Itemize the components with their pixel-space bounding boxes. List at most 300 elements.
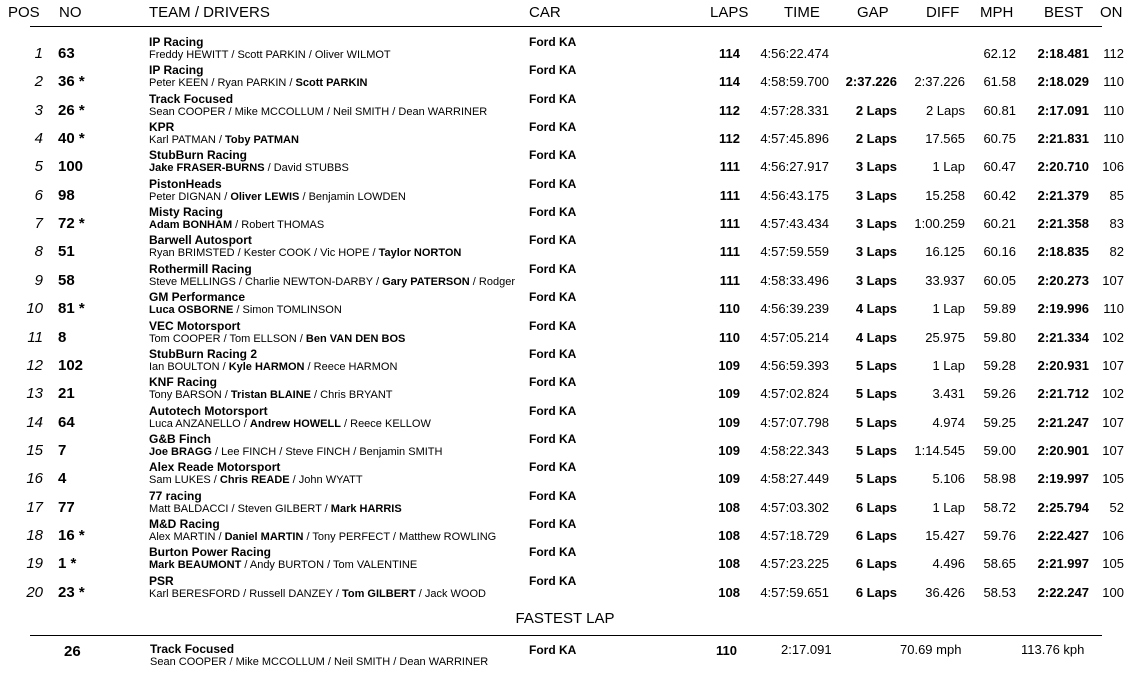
cell-drivers: Peter DIGNAN / Oliver LEWIS / Benjamin LOWDEN xyxy=(149,190,406,203)
cell-drivers: Ian BOULTON / Kyle HARMON / Reece HARMON xyxy=(149,360,398,373)
driver-name: Reece KELLOW xyxy=(350,417,431,430)
header-mph: MPH xyxy=(980,4,1014,21)
header-best: BEST xyxy=(1044,4,1084,21)
cell-no: 102 xyxy=(58,356,84,374)
header-team-drivers: TEAM / DRIVERS xyxy=(149,4,270,21)
cell-diff: 36.426 xyxy=(925,584,965,600)
cell-mph: 58.72 xyxy=(983,499,1016,515)
cell-mph: 58.53 xyxy=(983,584,1016,600)
fastest-lap-mph: 70.69 mph xyxy=(900,642,962,657)
cell-pos: 3 xyxy=(34,101,43,119)
cell-drivers: Joe BRAGG / Lee FINCH / Steve FINCH / Benjamin SMITH xyxy=(149,445,443,458)
cell-gap: 3 Laps xyxy=(855,272,897,288)
cell-laps: 108 xyxy=(718,499,740,515)
driver-name: Lee FINCH xyxy=(221,445,277,458)
driver-name: Freddy HEWITT xyxy=(149,49,229,61)
cell-on: 52 xyxy=(1109,499,1124,515)
cell-laps: 112 xyxy=(719,131,740,147)
cell-best: 2:25.794 xyxy=(1037,499,1089,515)
cell-best: 2:21.358 xyxy=(1037,216,1089,232)
cell-on: 102 xyxy=(1102,386,1124,402)
driver-name: Reece HARMON xyxy=(313,360,398,373)
cell-team: Track Focused xyxy=(149,91,234,106)
driver-name: Toby PATMAN xyxy=(225,134,299,147)
cell-pos: 7 xyxy=(34,215,43,233)
driver-name: Oliver WILMOT xyxy=(314,49,391,61)
driver-name: Steve MELLINGS xyxy=(149,275,236,288)
cell-pos: 4 xyxy=(34,130,43,148)
cell-mph: 60.16 xyxy=(983,244,1016,260)
header-car: CAR xyxy=(529,4,561,21)
cell-drivers: Peter KEEN / Ryan PARKIN / Scott PARKIN xyxy=(149,77,368,90)
result-row xyxy=(0,234,1130,262)
cell-laps: 110 xyxy=(719,301,740,317)
cell-car: Ford KA xyxy=(529,375,577,390)
cell-mph: 60.42 xyxy=(983,187,1016,203)
cell-gap: 6 Laps xyxy=(855,527,897,543)
cell-gap: 4 Laps xyxy=(855,329,897,345)
driver-name: Kester COOK xyxy=(243,247,311,260)
result-row xyxy=(0,575,1130,603)
cell-mph: 59.00 xyxy=(983,442,1016,458)
cell-mph: 61.58 xyxy=(983,74,1016,90)
cell-mph: 60.05 xyxy=(983,272,1016,288)
cell-time: 4:58:22.343 xyxy=(760,442,829,458)
cell-team: StubBurn Racing 2 xyxy=(149,346,258,361)
cell-diff: 17.565 xyxy=(925,131,965,147)
cell-gap: 5 Laps xyxy=(855,442,897,458)
header-laps: LAPS xyxy=(710,4,749,21)
driver-name: Neil SMITH xyxy=(333,105,390,118)
cell-mph: 60.81 xyxy=(983,102,1016,118)
cell-time: 4:58:27.449 xyxy=(760,471,829,487)
cell-time: 4:57:18.729 xyxy=(760,527,829,543)
cell-team: KPR xyxy=(149,120,175,135)
driver-name: Alex MARTIN xyxy=(149,530,216,543)
driver-name: Steve FINCH xyxy=(285,445,351,458)
driver-name: Matthew ROWLING xyxy=(399,530,497,543)
cell-gap: 3 Laps xyxy=(855,244,897,260)
cell-diff: 2 Laps xyxy=(925,102,965,118)
cell-laps: 110 xyxy=(719,329,740,345)
cell-pos: 20 xyxy=(26,583,43,601)
header-diff: DIFF xyxy=(926,4,960,21)
cell-laps: 108 xyxy=(718,584,740,600)
driver-name: Kyle HARMON xyxy=(228,360,305,373)
cell-team: Alex Reade Motorsport xyxy=(149,460,281,475)
cell-time: 4:57:03.302 xyxy=(760,499,829,515)
fastest-lap-divider xyxy=(30,635,1102,636)
driver-name: Adam BONHAM xyxy=(149,219,233,232)
driver-name: Ryan PARKIN xyxy=(217,77,287,90)
cell-laps: 109 xyxy=(718,357,740,373)
cell-laps: 108 xyxy=(718,527,740,543)
cell-diff: 1 Lap xyxy=(932,357,965,373)
cell-best: 2:21.247 xyxy=(1037,414,1089,430)
driver-name: Mark HARRIS xyxy=(330,502,402,515)
cell-pos: 10 xyxy=(26,300,43,318)
result-row xyxy=(0,93,1130,121)
cell-best: 2:22.427 xyxy=(1037,527,1089,543)
cell-car: Ford KA xyxy=(529,545,577,560)
cell-time: 4:56:22.474 xyxy=(760,46,829,61)
cell-laps: 109 xyxy=(718,386,740,402)
cell-on: 107 xyxy=(1102,272,1124,288)
driver-name: Andrew HOWELL xyxy=(249,417,341,430)
driver-name: Tom ELLSON xyxy=(229,332,297,345)
cell-drivers: Freddy HEWITT / Scott PARKIN / Oliver WILMOT xyxy=(149,49,391,61)
cell-pos: 16 xyxy=(26,470,43,488)
driver-name: Tristan BLAINE xyxy=(230,389,311,402)
cell-pos: 19 xyxy=(26,555,43,573)
cell-drivers: Tom COOPER / Tom ELLSON / Ben VAN DEN BOS xyxy=(149,332,406,345)
cell-gap: 5 Laps xyxy=(855,386,897,402)
driver-name: John WYATT xyxy=(298,474,363,487)
driver-name: Peter KEEN xyxy=(149,77,209,90)
driver-name: Tony PERFECT xyxy=(312,530,390,543)
cell-laps: 111 xyxy=(719,187,740,203)
driver-name: Steven GILBERT xyxy=(237,502,322,515)
cell-team: IP Racing xyxy=(149,35,204,49)
cell-team: Autotech Motorsport xyxy=(149,403,268,418)
driver-name: Ryan BRIMSTED xyxy=(149,247,235,260)
cell-time: 4:56:39.239 xyxy=(760,301,829,317)
cell-on: 110 xyxy=(1103,102,1124,118)
header-on: ON xyxy=(1100,4,1123,21)
cell-time: 4:57:45.896 xyxy=(760,131,829,147)
cell-time: 4:56:59.393 xyxy=(760,357,829,373)
cell-no: 98 xyxy=(58,186,75,204)
cell-best: 2:20.710 xyxy=(1037,159,1089,175)
cell-team: M&D Racing xyxy=(149,516,220,531)
cell-laps: 109 xyxy=(718,471,740,487)
cell-mph: 60.21 xyxy=(983,216,1016,232)
cell-best: 2:18.029 xyxy=(1037,74,1089,90)
cell-mph: 60.47 xyxy=(983,159,1016,175)
cell-no: 51 xyxy=(58,243,75,261)
cell-time: 4:58:33.496 xyxy=(760,272,829,288)
cell-time: 4:56:27.917 xyxy=(760,159,829,175)
cell-no: 7 xyxy=(58,441,67,459)
cell-diff: 1 Lap xyxy=(932,499,965,515)
header-time: TIME xyxy=(784,4,820,21)
cell-time: 4:58:59.700 xyxy=(760,74,829,90)
header-divider xyxy=(30,26,1102,27)
cell-pos: 6 xyxy=(34,186,43,204)
cell-time: 4:57:59.559 xyxy=(760,244,829,260)
cell-best: 2:19.996 xyxy=(1037,301,1089,317)
cell-best: 2:18.835 xyxy=(1037,244,1089,260)
fastest-lap-title: FASTEST LAP xyxy=(515,610,615,627)
header-pos: POS xyxy=(8,4,40,21)
driver-name: Matt BALDACCI xyxy=(149,502,229,515)
cell-drivers: Luca OSBORNE / Simon TOMLINSON xyxy=(149,304,342,317)
cell-gap: 4 Laps xyxy=(855,301,897,317)
cell-pos: 9 xyxy=(34,271,43,289)
cell-drivers: Adam BONHAM / Robert THOMAS xyxy=(149,219,325,232)
cell-no: 21 xyxy=(58,385,75,403)
cell-best: 2:21.712 xyxy=(1037,386,1089,402)
cell-no: 64 xyxy=(58,413,75,431)
driver-name: Taylor NORTON xyxy=(378,247,462,260)
cell-mph: 59.89 xyxy=(983,301,1016,317)
cell-on: 100 xyxy=(1102,584,1124,600)
driver-name: Vic HOPE xyxy=(320,247,370,260)
fastest-lap-team: Track Focused xyxy=(150,642,235,656)
cell-best: 2:21.997 xyxy=(1037,556,1089,572)
driver-name: Tom GILBERT xyxy=(341,587,416,600)
cell-diff: 1 Lap xyxy=(932,159,965,175)
cell-diff: 15.258 xyxy=(925,187,965,203)
cell-no: 26 * xyxy=(58,101,85,119)
cell-mph: 59.26 xyxy=(983,386,1016,402)
cell-team: G&B Finch xyxy=(149,431,211,446)
cell-diff: 1:14.545 xyxy=(914,442,965,458)
cell-team: Barwell Autosport xyxy=(149,233,252,248)
fastest-lap-car: Ford KA xyxy=(529,643,577,657)
cell-car: Ford KA xyxy=(529,63,577,78)
cell-car: Ford KA xyxy=(529,148,577,163)
driver-name: Ian BOULTON xyxy=(149,360,220,373)
cell-team: Burton Power Racing xyxy=(149,545,272,560)
driver-name: Scott PARKIN xyxy=(237,49,306,61)
cell-gap: 2 Laps xyxy=(855,102,897,118)
cell-mph: 60.75 xyxy=(983,131,1016,147)
cell-diff: 4.496 xyxy=(932,556,965,572)
cell-no: 72 * xyxy=(58,215,85,233)
cell-mph: 62.12 xyxy=(983,46,1016,61)
cell-gap: 2 Laps xyxy=(855,131,897,147)
cell-on: 102 xyxy=(1102,329,1124,345)
cell-car: Ford KA xyxy=(529,516,577,531)
cell-best: 2:21.379 xyxy=(1037,187,1089,203)
driver-name: Rodger xyxy=(478,275,515,288)
header-gap: GAP xyxy=(857,4,889,21)
cell-pos: 5 xyxy=(34,158,43,176)
cell-on: 105 xyxy=(1102,471,1124,487)
driver-name: Karl PATMAN xyxy=(149,134,216,147)
result-row xyxy=(0,405,1130,433)
cell-drivers: Karl PATMAN / Toby PATMAN xyxy=(149,134,299,147)
cell-on: 110 xyxy=(1103,74,1124,90)
result-row xyxy=(0,546,1130,574)
cell-no: 77 xyxy=(58,498,75,516)
driver-name: Oliver LEWIS xyxy=(230,190,300,203)
cell-no: 81 * xyxy=(58,300,85,318)
result-row xyxy=(0,291,1130,319)
cell-team: PSR xyxy=(149,573,174,588)
cell-on: 82 xyxy=(1109,244,1124,260)
fastest-lap-lap: 110 xyxy=(716,643,737,658)
driver-name: Mike MCCOLLUM xyxy=(234,105,324,118)
cell-car: Ford KA xyxy=(529,261,577,276)
driver-name: Luca OSBORNE xyxy=(149,304,234,317)
cell-drivers: Steve MELLINGS / Charlie NEWTON-DARBY / Gary PATERSON / Rodger xyxy=(149,275,515,288)
cell-diff: 15.427 xyxy=(925,527,965,543)
driver-name: Scott PARKIN xyxy=(295,77,368,90)
driver-name: Ben VAN DEN BOS xyxy=(305,332,406,345)
fastest-lap-no: 26 xyxy=(64,643,81,660)
cell-gap: 3 Laps xyxy=(855,159,897,175)
cell-on: 112 xyxy=(1103,46,1124,61)
driver-name: Peter DIGNAN xyxy=(149,190,222,203)
cell-pos: 12 xyxy=(26,356,43,374)
cell-team: VEC Motorsport xyxy=(149,318,241,333)
cell-on: 83 xyxy=(1109,216,1124,232)
cell-on: 105 xyxy=(1102,556,1124,572)
cell-drivers: Ryan BRIMSTED / Kester COOK / Vic HOPE / Taylor NORTON xyxy=(149,247,462,260)
cell-mph: 59.25 xyxy=(983,414,1016,430)
cell-mph: 58.98 xyxy=(983,471,1016,487)
cell-car: Ford KA xyxy=(529,403,577,418)
cell-best: 2:20.273 xyxy=(1037,272,1089,288)
cell-car: Ford KA xyxy=(529,460,577,475)
cell-pos: 1 xyxy=(34,45,43,62)
cell-time: 4:57:23.225 xyxy=(760,556,829,572)
cell-team: Misty Racing xyxy=(149,205,224,220)
fastest-lap-row xyxy=(0,642,1130,672)
cell-laps: 112 xyxy=(719,102,740,118)
cell-team: KNF Racing xyxy=(149,375,218,390)
result-row xyxy=(0,433,1130,461)
cell-gap: 5 Laps xyxy=(855,357,897,373)
driver-name: Tom VALENTINE xyxy=(333,559,418,572)
cell-no: 4 xyxy=(58,470,67,488)
cell-drivers: Jake FRASER-BURNS / David STUBBS xyxy=(149,162,349,175)
cell-laps: 114 xyxy=(719,74,740,90)
cell-drivers: Mark BEAUMONT / Andy BURTON / Tom VALENTINE xyxy=(149,559,418,572)
cell-time: 4:57:59.651 xyxy=(760,584,829,600)
cell-team: 77 racing xyxy=(149,488,202,503)
cell-on: 110 xyxy=(1103,131,1124,147)
cell-pos: 13 xyxy=(26,385,43,403)
result-row xyxy=(0,149,1130,177)
driver-name: Karl BERESFORD xyxy=(149,587,241,600)
cell-car: Ford KA xyxy=(529,35,577,49)
cell-no: 100 xyxy=(58,158,84,176)
driver-name: Simon TOMLINSON xyxy=(242,304,342,317)
cell-laps: 109 xyxy=(718,414,740,430)
cell-on: 106 xyxy=(1102,527,1124,543)
cell-pos: 18 xyxy=(26,526,43,544)
cell-on: 110 xyxy=(1103,301,1124,317)
cell-best: 2:20.931 xyxy=(1037,357,1089,373)
cell-car: Ford KA xyxy=(529,346,577,361)
cell-laps: 111 xyxy=(719,272,740,288)
header-no: NO xyxy=(59,4,82,21)
cell-car: Ford KA xyxy=(529,205,577,220)
result-row xyxy=(0,121,1130,149)
driver-name: Russell DANZEY xyxy=(249,587,333,600)
cell-diff: 5.106 xyxy=(932,471,965,487)
cell-diff: 1:00.259 xyxy=(914,216,965,232)
cell-diff: 4.974 xyxy=(932,414,965,430)
driver-name: David STUBBS xyxy=(273,162,349,175)
cell-mph: 59.76 xyxy=(983,527,1016,543)
cell-gap: 6 Laps xyxy=(855,499,897,515)
cell-gap: 3 Laps xyxy=(855,187,897,203)
cell-on: 107 xyxy=(1102,414,1124,430)
cell-car: Ford KA xyxy=(529,318,577,333)
fastest-lap-kph: 113.76 kph xyxy=(1021,642,1085,657)
cell-diff: 16.125 xyxy=(925,244,965,260)
cell-team: PistonHeads xyxy=(149,176,222,191)
driver-name: Sean COOPER xyxy=(149,105,226,118)
driver-name: Charlie NEWTON-DARBY xyxy=(245,275,373,288)
cell-mph: 59.28 xyxy=(983,357,1016,373)
result-row xyxy=(0,461,1130,489)
cell-pos: 2 xyxy=(34,73,43,91)
cell-no: 16 * xyxy=(58,526,85,544)
result-row xyxy=(0,263,1130,291)
cell-car: Ford KA xyxy=(529,91,577,106)
cell-pos: 15 xyxy=(26,441,43,459)
cell-no: 58 xyxy=(58,271,75,289)
driver-name: Jack WOOD xyxy=(424,587,486,600)
cell-gap: 5 Laps xyxy=(855,471,897,487)
cell-drivers: Sam LUKES / Chris READE / John WYATT xyxy=(149,474,363,487)
cell-pos: 14 xyxy=(26,413,43,431)
cell-team: IP Racing xyxy=(149,63,204,78)
cell-no: 36 * xyxy=(58,73,85,91)
fastest-lap-time: 2:17.091 xyxy=(781,642,832,657)
result-row xyxy=(0,178,1130,206)
results-header xyxy=(0,4,1130,22)
driver-name: Robert THOMAS xyxy=(241,219,325,232)
cell-gap: 6 Laps xyxy=(855,556,897,572)
cell-car: Ford KA xyxy=(529,488,577,503)
cell-mph: 58.65 xyxy=(983,556,1016,572)
driver-name: Jake FRASER-BURNS xyxy=(149,162,265,175)
cell-team: GM Performance xyxy=(149,290,246,305)
driver-name: Andy BURTON xyxy=(249,559,325,572)
cell-no: 40 * xyxy=(58,130,85,148)
cell-team: Rothermill Racing xyxy=(149,261,252,276)
cell-best: 2:21.831 xyxy=(1037,131,1089,147)
cell-car: Ford KA xyxy=(529,233,577,248)
cell-best: 2:18.481 xyxy=(1037,46,1089,61)
cell-on: 85 xyxy=(1109,187,1124,203)
cell-car: Ford KA xyxy=(529,573,577,588)
cell-drivers: Karl BERESFORD / Russell DANZEY / Tom GILBERT / Jack WOOD xyxy=(149,587,486,600)
cell-best: 2:17.091 xyxy=(1037,102,1089,118)
cell-car: Ford KA xyxy=(529,290,577,305)
driver-name: Sam LUKES xyxy=(149,474,211,487)
cell-best: 2:20.901 xyxy=(1037,442,1089,458)
cell-diff: 1 Lap xyxy=(932,301,965,317)
cell-drivers: Tony BARSON / Tristan BLAINE / Chris BRYANT xyxy=(149,389,393,402)
cell-car: Ford KA xyxy=(529,176,577,191)
cell-no: 23 * xyxy=(58,583,85,601)
cell-diff: 33.937 xyxy=(925,272,965,288)
cell-gap: 6 Laps xyxy=(855,584,897,600)
driver-name: Tom COOPER xyxy=(149,332,221,345)
result-row xyxy=(0,518,1130,546)
cell-pos: 8 xyxy=(34,243,43,261)
cell-laps: 108 xyxy=(718,556,740,572)
cell-no: 1 * xyxy=(58,555,77,573)
cell-time: 4:57:28.331 xyxy=(760,102,829,118)
result-row xyxy=(0,490,1130,518)
cell-laps: 111 xyxy=(719,159,740,175)
driver-name: Chris READE xyxy=(219,474,290,487)
driver-name: Tony BARSON xyxy=(149,389,222,402)
result-row xyxy=(0,64,1130,92)
cell-time: 4:56:43.175 xyxy=(760,187,829,203)
cell-laps: 111 xyxy=(719,244,740,260)
result-row xyxy=(0,36,1130,64)
result-row xyxy=(0,376,1130,404)
